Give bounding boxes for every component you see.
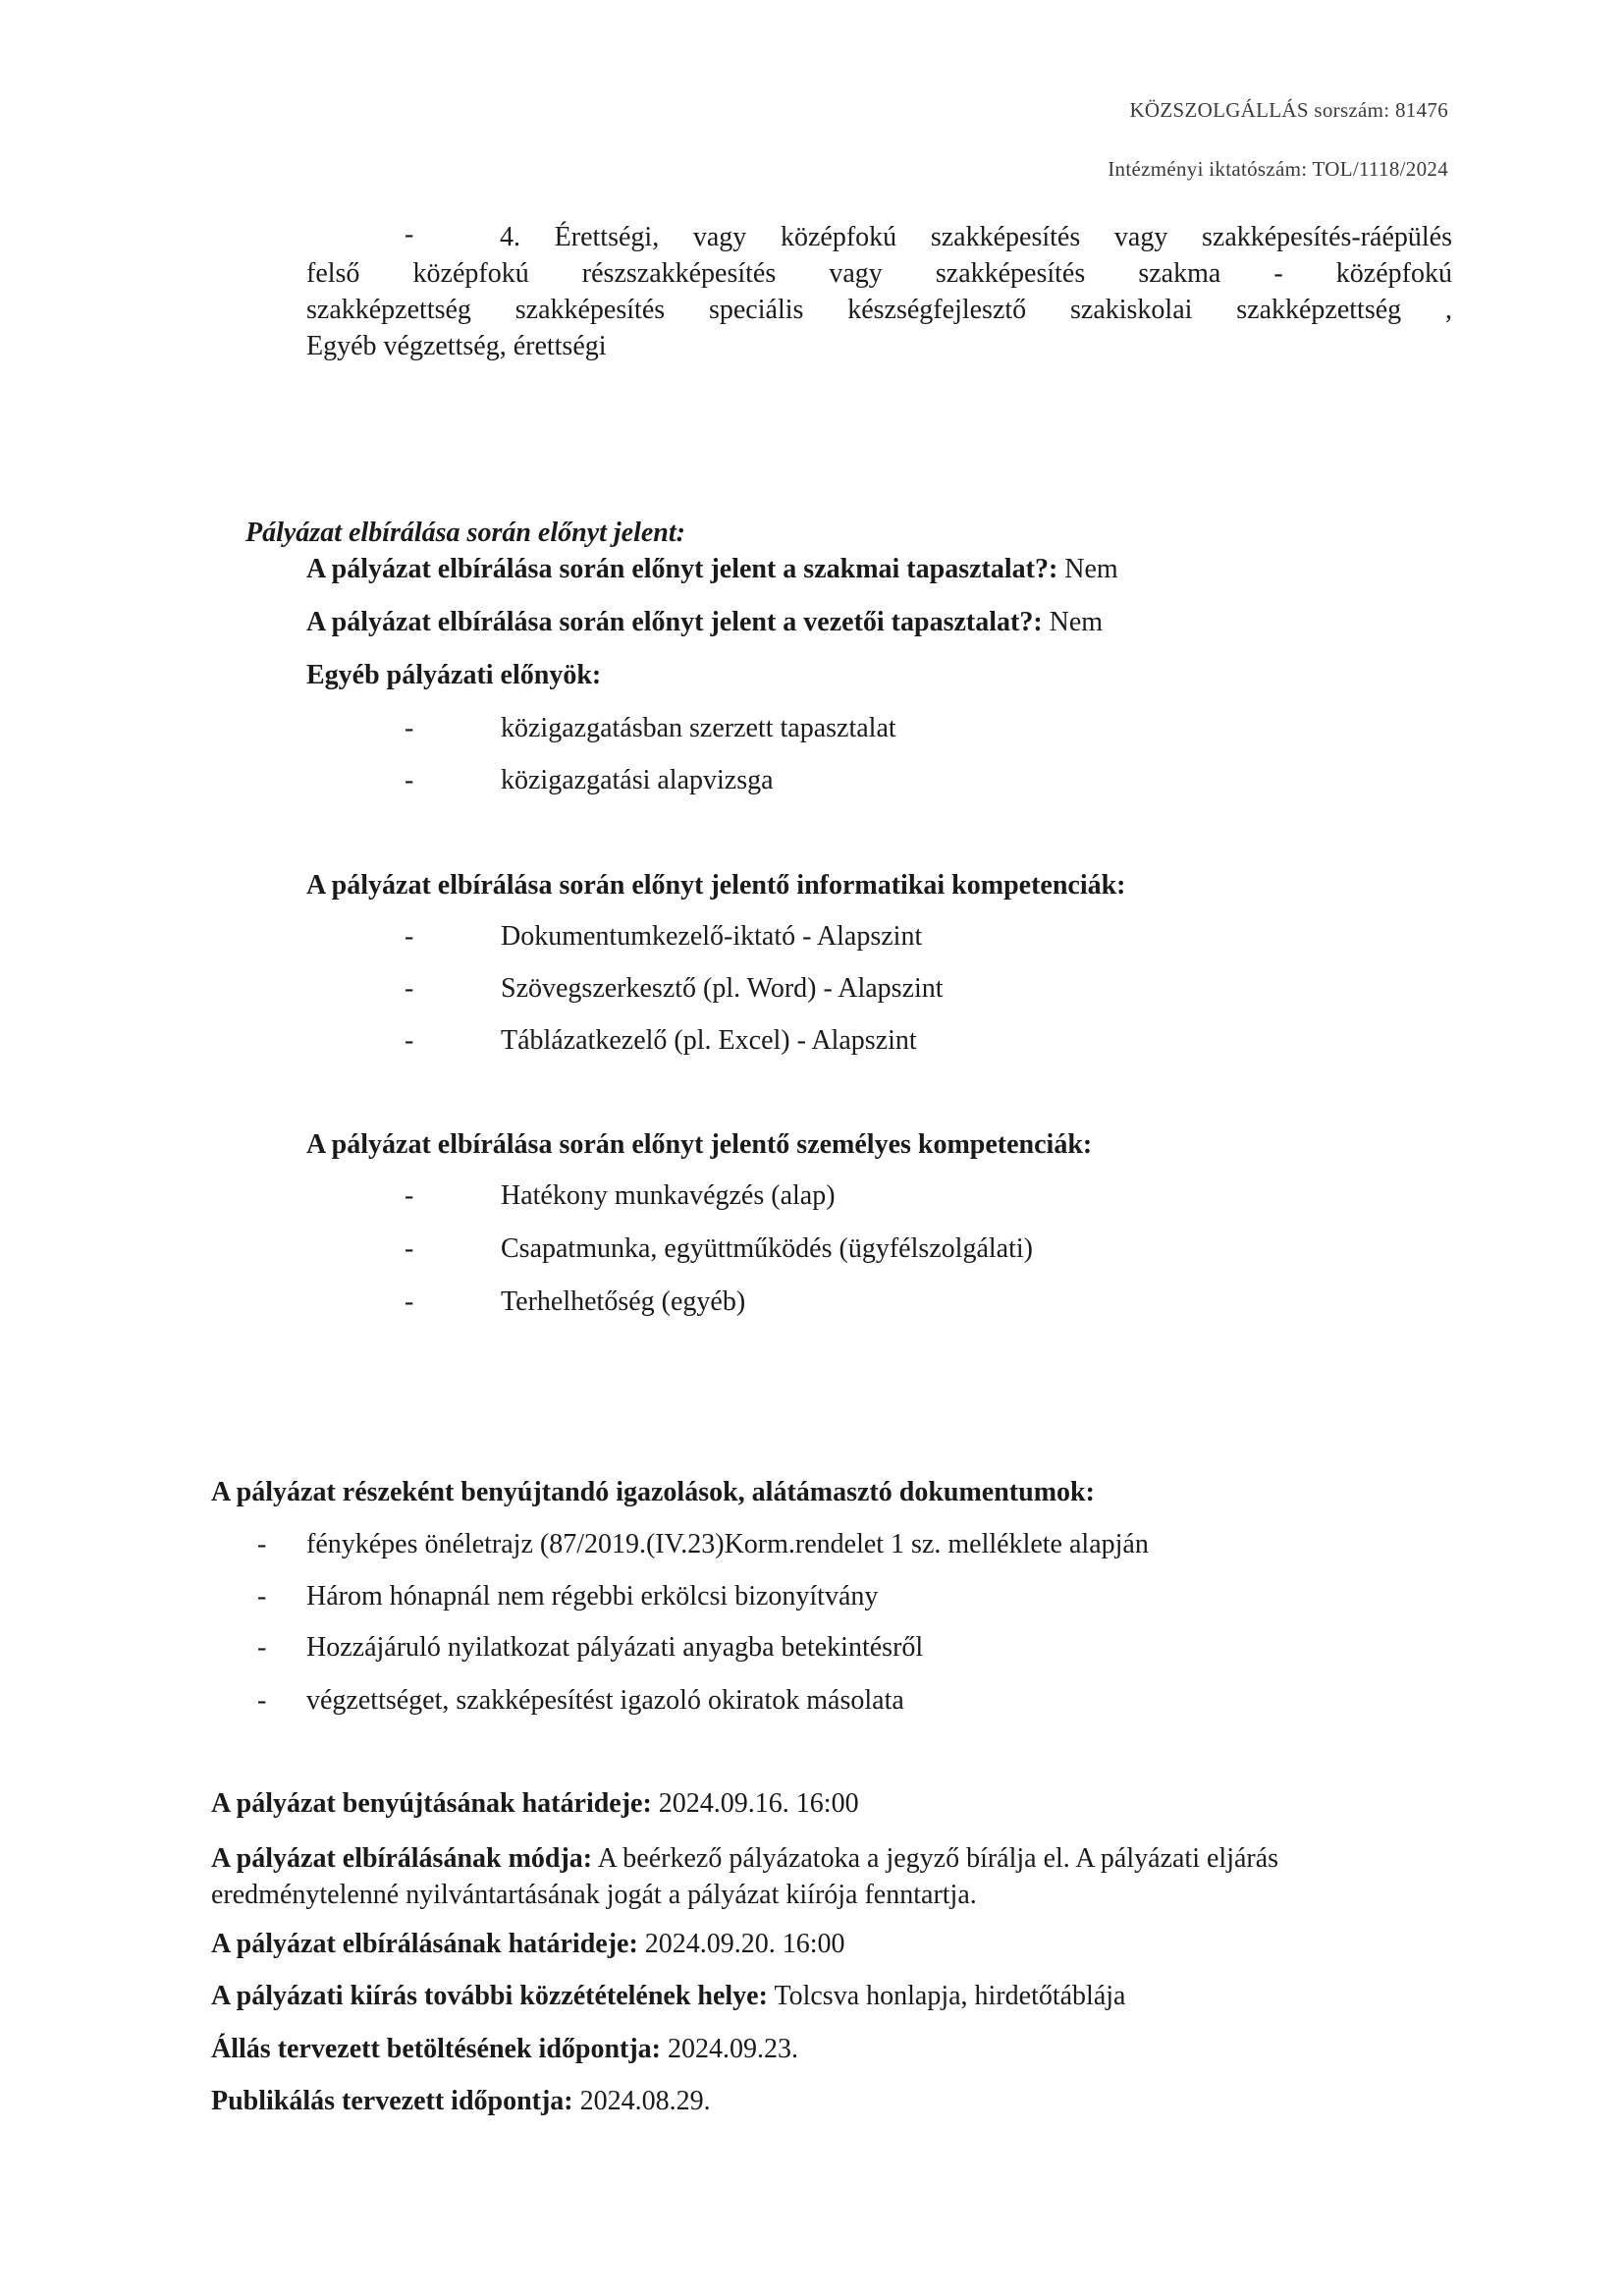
submission-deadline-value: 2024.09.16. 16:00 (658, 1788, 859, 1819)
submission-deadline-row (211, 1788, 859, 1820)
it-competency-item: Szövegszerkesztő (pl. Word) - Alapszint (501, 973, 944, 1004)
other-advantage-item: közigazgatási alapvizsga (501, 765, 774, 795)
list-dash: - (257, 1529, 267, 1559)
it-competencies-heading: A pályázat elbírálása során előnyt jelentő informatikai kompetenciák: (306, 870, 1126, 901)
evaluation-deadline-row (211, 1929, 845, 1960)
professional-experience-value: Nem (1064, 554, 1118, 584)
header-sorszam: KÖZSZOLGÁLLÁS sorszám: 81476 (1129, 98, 1448, 122)
list-dash: - (405, 713, 414, 743)
education-paragraph (306, 219, 1452, 364)
planned-start-row (211, 2034, 798, 2065)
document-item: végzettséget, szakképesítést igazoló okiratok másolata (306, 1685, 904, 1716)
leadership-experience-row (306, 607, 1103, 638)
list-dash: - (405, 765, 414, 795)
personal-competency-item: Csapatmunka, együttműködés (ügyfélszolgálati) (501, 1233, 1033, 1264)
education-line: Egyéb végzettség, érettségi (306, 331, 607, 361)
leadership-experience-value: Nem (1049, 607, 1104, 637)
evaluation-deadline-label: A pályázat elbírálásának határideje: (211, 1929, 638, 1959)
list-dash: - (405, 973, 414, 1004)
personal-competency-item: Hatékony munkavégzés (alap) (501, 1180, 836, 1211)
education-line: felső középfokú részszakképesítés vagy szakképesítés szakma - középfokú (306, 258, 1452, 289)
education-dash: - (405, 219, 414, 249)
list-dash: - (405, 1025, 414, 1056)
evaluation-method-row (211, 1840, 1452, 1913)
list-dash: - (257, 1581, 267, 1612)
evaluation-method-label: A pályázat elbírálásának módja: (211, 1843, 593, 1874)
other-advantage-item: közigazgatásban szerzett tapasztalat (501, 713, 896, 743)
education-line: 4. Érettségi, vagy középfokú szakképesítés vagy szakképesítés-ráépülés (500, 222, 1452, 252)
list-dash: - (257, 1632, 267, 1663)
other-advantages-label: Egyéb pályázati előnyök: (306, 660, 602, 690)
planned-publication-value: 2024.08.29. (579, 2086, 711, 2116)
publication-place-label: A pályázati kiírás további közzétételének helye: (211, 1981, 768, 2011)
planned-start-value: 2024.09.23. (668, 2034, 799, 2064)
publication-place-value: Tolcsva honlapja, hirdetőtáblája (774, 1981, 1126, 2011)
planned-publication-row (211, 2086, 711, 2117)
leadership-experience-label: A pályázat elbírálása során előnyt jelent a vezetői tapasztalat?: (306, 607, 1043, 637)
document-item: Hozzájáruló nyilatkozat pályázati anyagba betekintésről (306, 1632, 924, 1663)
publication-place-row (211, 1981, 1125, 2012)
evaluation-method-value: A beérkező pályázatoka a jegyző bírálja el. A pályázati eljárás eredménytelenné nyilvántartásának jogát a pályázat kiírója fenntartja. (211, 1843, 1279, 1910)
it-competency-item: Dokumentumkezelő-iktató - Alapszint (501, 921, 923, 952)
education-line: szakképzettség szakképesítés speciális készségfejlesztő szakiskolai szakképzettség , (306, 295, 1452, 325)
advantages-heading: Pályázat elbírálása során előnyt jelent: (245, 518, 685, 548)
personal-competencies-heading: A pályázat elbírálása során előnyt jelentő személyes kompetenciák: (306, 1129, 1093, 1160)
document-item: fényképes önéletrajz (87/2019.(IV.23)Korm.rendelet 1 sz. melléklete alapján (306, 1529, 1149, 1559)
submission-deadline-label: A pályázat benyújtásának határideje: (211, 1788, 652, 1819)
evaluation-deadline-value: 2024.09.20. 16:00 (644, 1929, 845, 1959)
document-item: Három hónapnál nem régebbi erkölcsi bizonyítvány (306, 1581, 879, 1612)
documents-heading: A pályázat részeként benyújtandó igazolások, alátámasztó dokumentumok: (211, 1477, 1095, 1507)
list-dash: - (257, 1685, 267, 1716)
list-dash: - (405, 1233, 414, 1264)
list-dash: - (405, 921, 414, 952)
professional-experience-row (306, 554, 1118, 585)
it-competency-item: Táblázatkezelő (pl. Excel) - Alapszint (501, 1025, 917, 1056)
planned-publication-label: Publikálás tervezett időpontja: (211, 2086, 573, 2116)
professional-experience-label: A pályázat elbírálása során előnyt jelent a szakmai tapasztalat?: (306, 554, 1058, 584)
header-iktatoszam: Intézményi iktatószám: TOL/1118/2024 (1108, 157, 1448, 181)
planned-start-label: Állás tervezett betöltésének időpontja: (211, 2034, 662, 2064)
list-dash: - (405, 1286, 414, 1317)
list-dash: - (405, 1180, 414, 1211)
personal-competency-item: Terhelhetőség (egyéb) (501, 1286, 746, 1317)
